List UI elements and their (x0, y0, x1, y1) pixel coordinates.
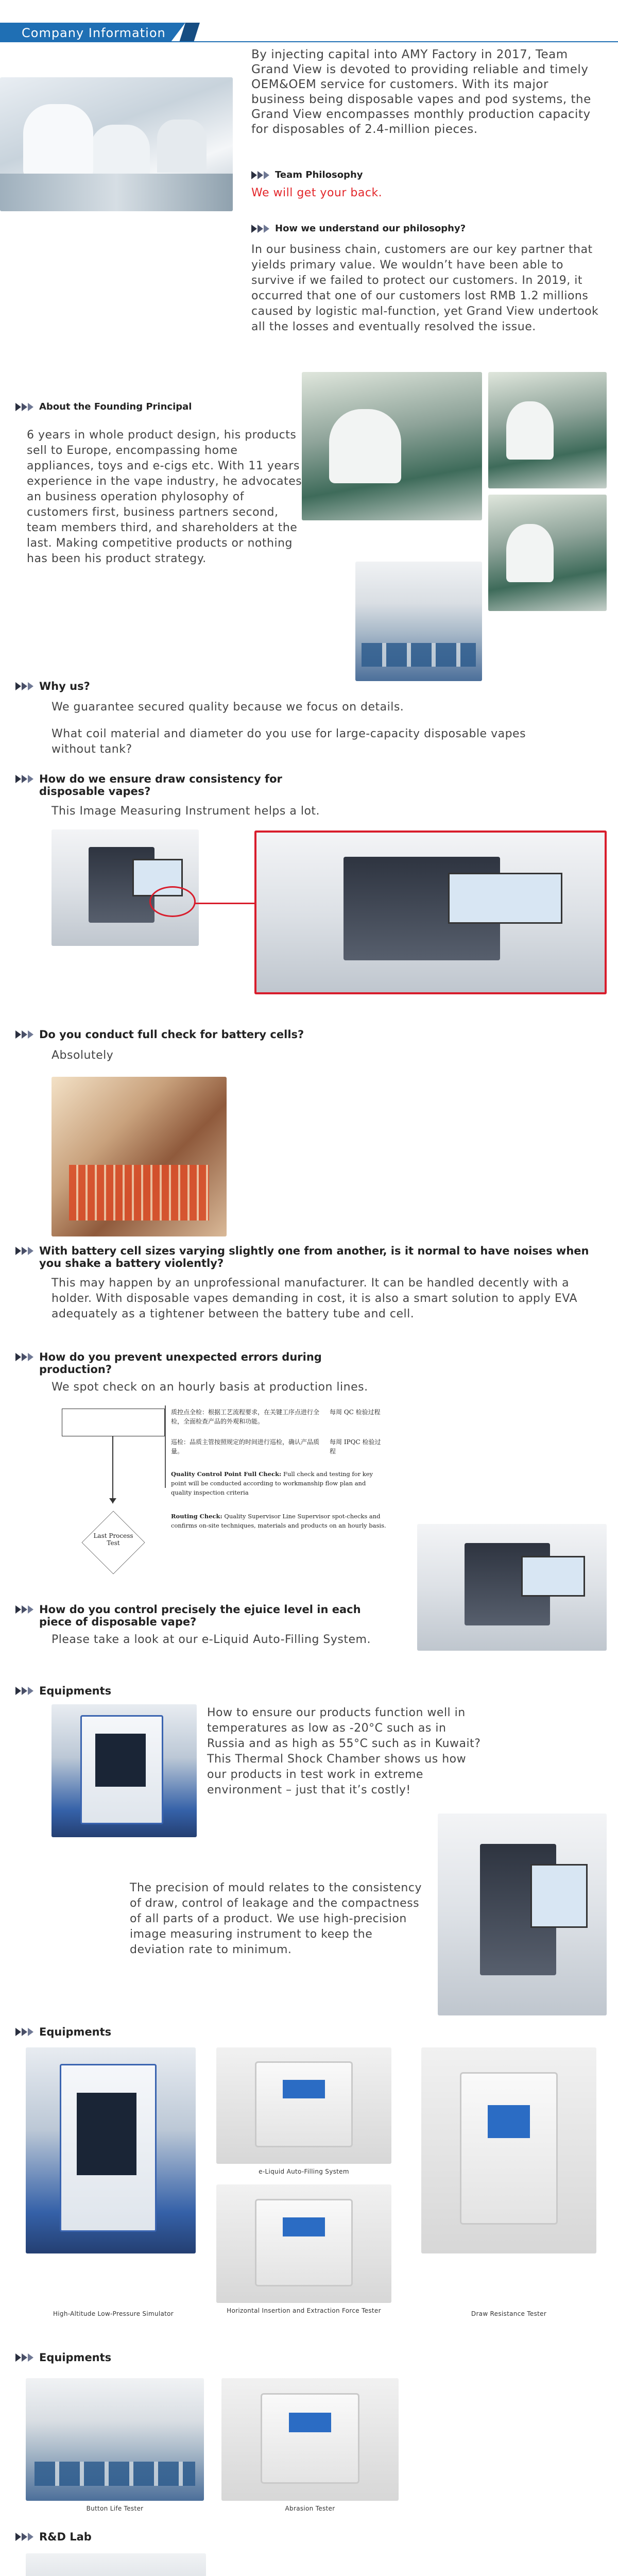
coil-question: What coil material and diameter do you use for large-capacity disposable vapes without tank? (52, 727, 526, 756)
ejuice-level-heading: How do you control precisely the ejuice level in each piece of disposable vape? (15, 1602, 376, 1631)
flowchart-node: Last Process Test (93, 1532, 133, 1547)
low-pressure-simulator-photo (26, 2047, 196, 2253)
worker-photo-1 (302, 372, 482, 520)
battery-noise-heading: With battery cell sizes varying slightly one from another, is it normal to have noises when you shake a battery violently? (15, 1244, 603, 1273)
header-bar (0, 23, 618, 42)
thermal-shock-chamber-photo (52, 1704, 197, 1837)
flowchart-zh-1: 质控点全检：根据工艺流程要求，在关键工序点进行全检，全面检查产品的外观和功能。 (171, 1409, 320, 1425)
thermal-shock-text: How to ensure our products function well in temperatures as low as -20°C such as in Russia and as high as 55°C such as in Kuwait? This Thermal Shock Chamber shows us how our products in test work in extreme environment – just that it’s costly! (207, 1706, 481, 1797)
rnd-lab-heading: R&D Lab (15, 2530, 170, 2544)
philosophy-text: We will get your back. (251, 187, 383, 199)
flowchart-zh-2: 巡检：品质主管按照规定的时间进行巡检，确认产品质量。 (171, 1438, 320, 1455)
mould-precision-text: The precision of mould relates to the consistency of draw, control of leakage and the compactness of all parts of a product. We use high-precision image measuring instrument to keep the deviation rate to minimum. (130, 1882, 422, 1956)
zoom-line (195, 903, 254, 904)
how-heading: How we understand our philosophy? (251, 223, 560, 236)
how-text: In our business chain, customers are our key partner that yields primary value. We wouldn’t have been able to survive if we failed to protect our customers. In 2019, it occurred that one of our customers lost RMB 1.2 millions caused by logistic mal-function, yet Grand View undertook all the losses and eventually resolved the issue. (251, 243, 599, 333)
philosophy-heading: Team Philosophy (251, 169, 509, 182)
zoom-circle (149, 886, 196, 917)
caption-auto-filling-system: e-Liquid Auto-Filling System (259, 2168, 349, 2175)
auto-filling-system-photo (216, 2047, 391, 2164)
founder-heading: About the Founding Principal (15, 401, 304, 414)
intro-text: By injecting capital into AMY Factory in 2017, Team Grand View is devoted to providing reliable and timely OEM&OEM service for customers. With its major business being disposable vapes and pod systems, the Grand View encompasses monthly production capacity for disposables of 2.4-million pieces. (251, 48, 591, 136)
flowchart-zh-side-2: 每周 IPQC 检验过程 (330, 1438, 381, 1455)
force-tester-photo (216, 2184, 391, 2303)
battery-check-heading: Do you conduct full check for battery cells? (15, 1027, 376, 1042)
caption-button-life-tester: Button Life Tester (86, 2505, 144, 2512)
prevent-errors-answer: We spot check on an hourly basis at production lines. (52, 1381, 368, 1394)
equipments-heading-3: Equipments (15, 2350, 170, 2365)
assembly-line-photo (355, 562, 482, 681)
caption-low-pressure-simulator: High-Altitude Low-Pressure Simulator (53, 2310, 174, 2317)
cleanroom-photo (0, 77, 233, 211)
equipments-heading-1: Equipments (15, 1684, 170, 1698)
flowchart-en-2: Routing Check: Quality Supervisor Line Supervisor spot-checks and confirms on-site techniques, materials and products on an hourly basis. (171, 1513, 386, 1529)
prevent-errors-heading: How do you prevent unexpected errors during production? (15, 1350, 345, 1379)
flowchart (52, 1405, 391, 1601)
worker-photo-3 (488, 495, 607, 611)
caption-force-tester: Horizontal Insertion and Extraction Force Tester (227, 2307, 381, 2314)
worker-photo-2 (488, 372, 607, 488)
battery-noise-answer: This may happen by an unprofessional manufacturer. It can be handled decently with a holder. With disposable vapes demanding in cost, it is also a smart solution to apply EVA adequately as a tightener between the battery tube and cell. (52, 1277, 578, 1320)
image-measuring-instrument-photo (438, 1814, 607, 2015)
draw-resistance-tester-photo (421, 2047, 596, 2253)
battery-inspection-photo (52, 1077, 227, 1236)
equipments-heading-2: Equipments (15, 2025, 170, 2039)
why-us-heading: Why us? (15, 679, 273, 693)
draw-consistency-heading: How do we ensure draw consistency for disposable vapes? (15, 772, 304, 801)
flowchart-en-1: Quality Control Point Full Check: Full check and testing for key point will be conducted according to workmanship flow plan and quality inspection criteria (171, 1470, 373, 1496)
abrasion-tester-photo (221, 2378, 399, 2501)
why-us-answer: We guarantee secured quality because we focus on details. (52, 701, 404, 714)
measuring-instrument-zoom-photo (254, 831, 607, 994)
button-life-tester-photo (26, 2378, 204, 2501)
ejuice-level-answer: Please take a look at our e-Liquid Auto-Filling System. (52, 1633, 371, 1646)
battery-check-answer: Absolutely (52, 1049, 114, 1062)
page-title: Company Information (22, 26, 166, 40)
caption-abrasion-tester: Abrasion Tester (285, 2505, 335, 2512)
founder-text: 6 years in whole product design, his products sell to Europe, encompassing home appliances, toys and e-cigs etc. With 11 years experience in the vape industry, he advocates an business operation phylosophy of customers first, business partners second, team members third, and shareholders at the last. Making competitive products or nothing has been his product strategy. (27, 429, 302, 565)
rnd-lab-photo (26, 2553, 206, 2576)
caption-draw-resistance-tester: Draw Resistance Tester (471, 2310, 547, 2317)
flowchart-zh-side-1: 每周 QC 检验过程 (330, 1409, 381, 1416)
draw-consistency-answer: This Image Measuring Instrument helps a lot. (52, 805, 320, 818)
